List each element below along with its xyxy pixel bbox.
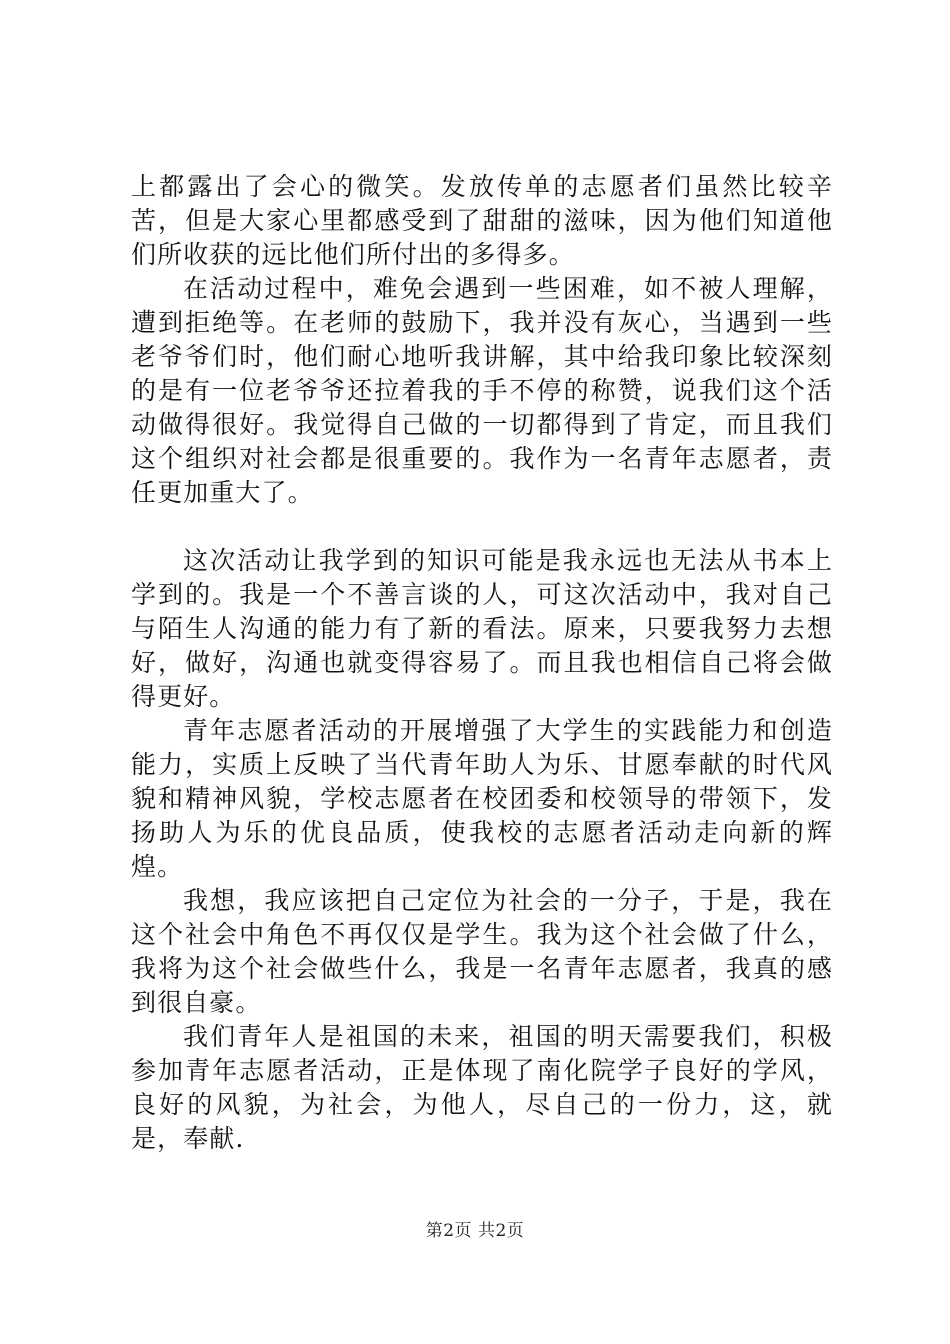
paragraph-6: 我们青年人是祖国的未来，祖国的明天需要我们，积极参加青年志愿者活动，正是体现了南化院学子良好的学风，良好的风貌，为社会，为他人，尽自己的一份力，这，就是，奉献.	[131, 1022, 833, 1153]
paragraph-1: 上都露出了会心的微笑。发放传单的志愿者们虽然比较辛苦，但是大家心里都感受到了甜甜的滋味，因为他们知道他们所收获的远比他们所付出的多得多。	[131, 172, 833, 269]
paragraph-5: 我想，我应该把自己定位为社会的一分子，于是，我在这个社会中角色不再仅仅是学生。我为这个社会做了什么，我将为这个社会做些什么，我是一名青年志愿者，我真的感到很自豪。	[131, 886, 833, 1017]
document-body	[131, 170, 833, 1156]
paragraph-4: 青年志愿者活动的开展增强了大学生的实践能力和创造能力，实质上反映了当代青年助人为乐、甘愿奉献的时代风貌和精神风貌，学校志愿者在校团委和校领导的带领下，发扬助人为乐的优良品质，使我校的志愿者活动走向新的辉煌。	[131, 716, 833, 881]
page-number-footer: 第2页 共2页	[425, 1221, 525, 1241]
paragraph-3: 这次活动让我学到的知识可能是我永远也无法从书本上学到的。我是一个不善言谈的人，可这次活动中，我对自己与陌生人沟通的能力有了新的看法。原来，只要我努力去想好，做好，沟通也就变得容易了。而且我也相信自己将会做得更好。	[131, 546, 833, 711]
paragraph-2: 在活动过程中，难免会遇到一些困难，如不被人理解，遭到拒绝等。在老师的鼓励下，我并没有灰心，当遇到一些老爷爷们时，他们耐心地听我讲解，其中给我印象比较深刻的是有一位老爷爷还拉着我的手不停的称赞，说我们这个活动做得很好。我觉得自己做的一切都得到了肯定，而且我们这个组织对社会都是很重要的。我作为一名青年志愿者，责任更加重大了。	[131, 274, 833, 507]
